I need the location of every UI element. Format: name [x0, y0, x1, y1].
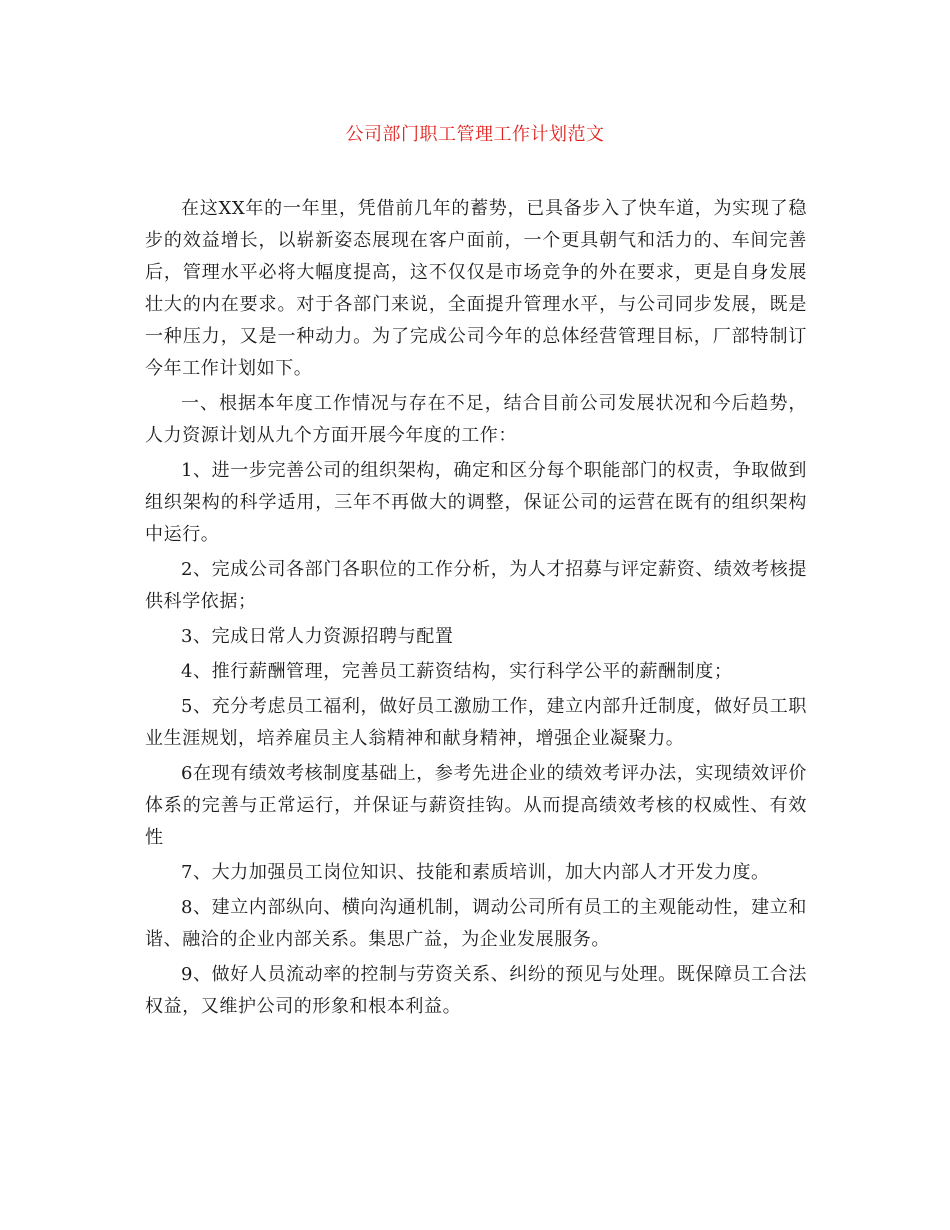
list-item-6: 6在现有绩效考核制度基础上，参考先进企业的绩效考评办法，实现绩效评价体系的完善与正常运行，并保证与薪资挂钩。从而提高绩效考核的权威性、有效性 — [145, 763, 807, 848]
list-item-5: 5、充分考虑员工福利，做好员工激励工作，建立内部升迁制度，做好员工职业生涯规划，培养雇员主人翁精神和献身精神，增强企业凝聚力。 — [145, 696, 807, 749]
list-item-1: 1、进一步完善公司的组织架构，确定和区分每个职能部门的权责，争取做到组织架构的科学适用，三年不再做大的调整，保证公司的运营在既有的组织架构中运行。 — [145, 460, 807, 545]
list-item-3: 3、完成日常人力资源招聘与配置 — [181, 626, 454, 647]
list-item-4: 4、推行薪酬管理，完善员工薪资结构，实行科学公平的薪酬制度； — [181, 661, 733, 682]
section-heading-paragraph: 一、根据本年度工作情况与存在不足，结合目前公司发展状况和今后趋势，人力资源计划从九个方面开展今年度的工作： — [145, 393, 807, 446]
list-item-7: 7、大力加强员工岗位知识、技能和素质培训，加大内部人才开发力度。 — [181, 862, 770, 883]
list-item-8: 8、建立内部纵向、横向沟通机制，调动公司所有员工的主观能动性，建立和谐、融洽的企业内部关系。集思广益，为企业发展服务。 — [145, 897, 807, 950]
intro-paragraph: 在这XX年的一年里，凭借前几年的蓄势，已具备步入了快车道，为实现了稳步的效益增长，以崭新姿态展现在客户面前，一个更具朝气和活力的、车间完善后，管理水平必将大幅度提高，这不仅仅是市场竞争的外在要求，更是自身发展壮大的内在要求。对于各部门来说，全面提升管理水平，与公司同步发展，既是一种压力，又是一种动力。为了完成公司今年的总体经营管理目标，厂部特制订今年工作计划如下。 — [145, 198, 807, 379]
list-item-9: 9、做好人员流动率的控制与劳资关系、纠纷的预见与处理。既保障员工合法权益，又维护公司的形象和根本利益。 — [145, 964, 807, 1017]
document-title: 公司部门职工管理工作计划范文 — [345, 124, 605, 145]
list-item-2: 2、完成公司各部门各职位的工作分析，为人才招募与评定薪资、绩效考核提供科学依据； — [145, 559, 807, 612]
document-body — [145, 193, 807, 1026]
